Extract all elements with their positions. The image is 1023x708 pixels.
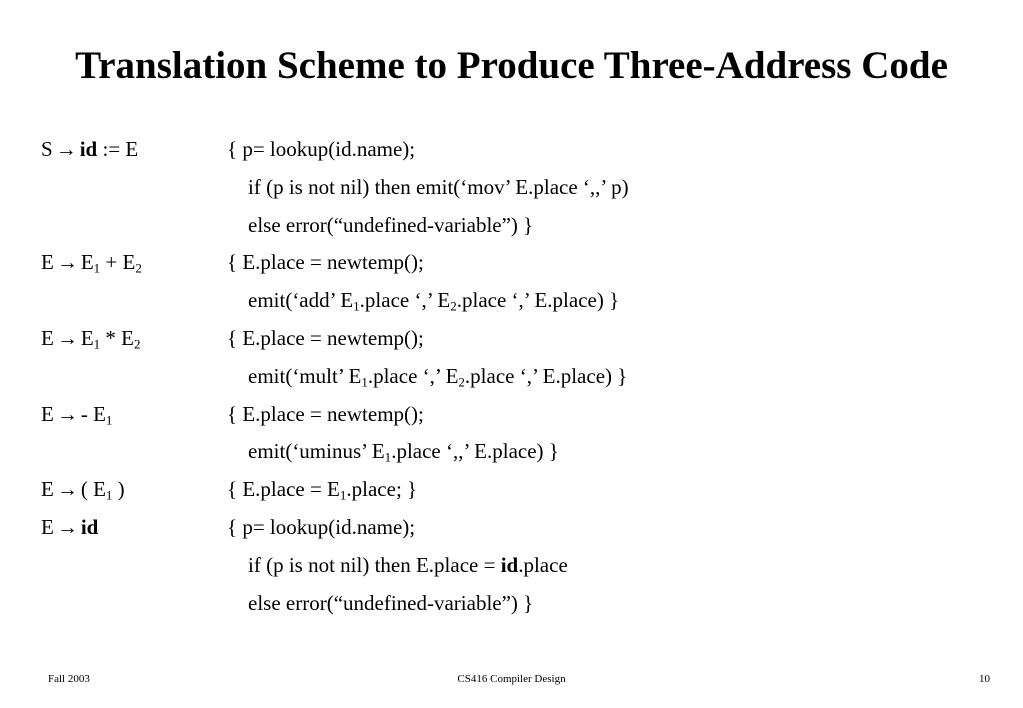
- nonterminal-e: E: [93, 477, 106, 502]
- nonterminal-e: E: [41, 514, 54, 539]
- action-text: .place ‘,’ E.place) }: [456, 288, 620, 313]
- semantic-action: [227, 471, 417, 509]
- action-continuation: [41, 358, 1001, 396]
- semantic-action-line: [248, 282, 619, 320]
- action-continuation: [41, 547, 1001, 585]
- action-text: if (p is not nil) then E.place =: [248, 552, 501, 577]
- nonterminal-e: E: [121, 325, 134, 350]
- mult-operator: *: [105, 325, 116, 350]
- derives-arrow: →: [56, 514, 78, 539]
- nonterminal-e: E: [41, 401, 54, 426]
- production-id: [41, 509, 98, 547]
- slide-title: Translation Scheme to Produce Three-Address Code: [75, 44, 948, 87]
- semantic-action-line: [248, 547, 568, 585]
- subscript: 1: [105, 487, 113, 503]
- action-text: .place ‘,’ E.place) }: [464, 363, 628, 388]
- subscript: 1: [384, 450, 392, 466]
- assign-operator: :=: [102, 137, 121, 161]
- left-paren: (: [80, 477, 88, 502]
- plus-operator: +: [105, 250, 118, 275]
- action-text: emit(‘mult’ E: [248, 363, 362, 388]
- rule-assign: [41, 131, 1001, 169]
- semantic-action-line: if (p is not nil) then emit(‘mov’ E.place ‘,,’ p): [248, 174, 629, 199]
- semantic-action-line: [248, 358, 627, 396]
- action-text: .place ‘,’ E: [367, 363, 459, 388]
- nonterminal-e: E: [122, 250, 136, 275]
- footer-course: CS416 Compiler Design: [457, 673, 566, 685]
- translation-rules: [41, 131, 1001, 622]
- subscript: 2: [135, 261, 142, 277]
- nonterminal-e: E: [80, 250, 94, 275]
- action-text: .place ‘,,’ E.place) }: [391, 439, 559, 464]
- nonterminal-e: E: [41, 250, 54, 275]
- semantic-action: { E.place = newtemp();: [227, 325, 424, 350]
- derives-arrow: →: [56, 250, 78, 275]
- derives-arrow: →: [55, 137, 77, 161]
- production-add: [41, 244, 142, 282]
- action-continuation: [41, 585, 1001, 623]
- action-text: emit(‘add’ E: [248, 288, 354, 313]
- derives-arrow: →: [56, 477, 78, 502]
- terminal-id: id: [79, 137, 98, 161]
- production-uminus: [41, 396, 112, 434]
- rule-mult: [41, 320, 1001, 358]
- terminal-id: id: [80, 514, 99, 539]
- nonterminal-e: E: [41, 325, 54, 350]
- nonterminal-e: E: [93, 401, 106, 426]
- subscript: 1: [93, 261, 101, 277]
- action-continuation: [41, 433, 1001, 471]
- minus-operator: -: [80, 401, 88, 426]
- rule-add: [41, 244, 1001, 282]
- derives-arrow: →: [56, 325, 78, 350]
- semantic-action: { p= lookup(id.name);: [227, 514, 416, 539]
- subscript: 2: [134, 336, 141, 352]
- semantic-action-line: [248, 433, 559, 471]
- production-paren: [41, 471, 125, 509]
- rule-id: [41, 509, 1001, 547]
- action-text: .place; }: [346, 477, 418, 502]
- subscript: 1: [361, 374, 368, 390]
- subscript: 1: [353, 298, 360, 314]
- semantic-action: { E.place = newtemp();: [227, 401, 424, 426]
- action-continuation: [41, 282, 1001, 320]
- footer-page-number: 10: [979, 673, 990, 685]
- action-text: .place ‘,’ E: [359, 288, 451, 313]
- semantic-action: { E.place = newtemp();: [227, 250, 424, 275]
- subscript: 2: [458, 374, 465, 390]
- terminal-id: id: [500, 552, 519, 577]
- derives-arrow: →: [56, 401, 78, 426]
- production-assign: [41, 131, 138, 169]
- action-text: { E.place = E: [227, 477, 340, 502]
- footer-date: Fall 2003: [48, 673, 90, 685]
- nonterminal-e: E: [125, 137, 139, 161]
- semantic-action-line: else error(“undefined-variable”) }: [248, 212, 534, 237]
- action-text: .place: [518, 552, 568, 577]
- nonterminal-s: S: [41, 137, 53, 161]
- subscript: 1: [105, 412, 113, 428]
- production-mult: [41, 320, 141, 358]
- semantic-action-line: else error(“undefined-variable”) }: [248, 590, 534, 615]
- semantic-action: { p= lookup(id.name);: [227, 137, 416, 161]
- nonterminal-e: E: [80, 325, 94, 350]
- rule-uminus: [41, 396, 1001, 434]
- nonterminal-e: E: [41, 477, 54, 502]
- subscript: 1: [93, 336, 101, 352]
- right-paren: ): [117, 477, 125, 502]
- action-continuation: [41, 207, 1001, 245]
- rule-paren: [41, 471, 1001, 509]
- subscript: 2: [450, 298, 457, 314]
- action-text: emit(‘uminus’ E: [248, 439, 385, 464]
- subscript: 1: [339, 487, 347, 503]
- action-continuation: [41, 169, 1001, 207]
